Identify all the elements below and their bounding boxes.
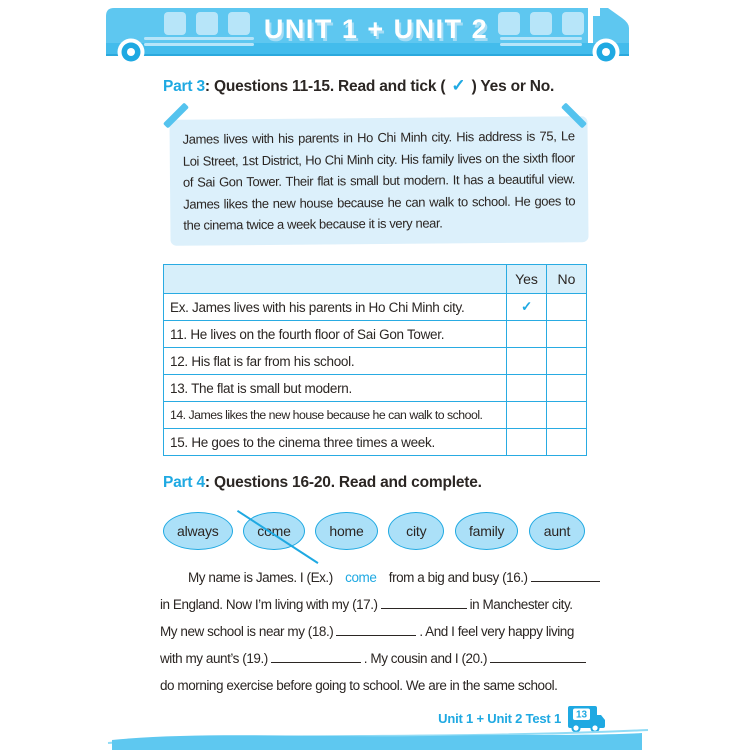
yes-cell — [507, 375, 547, 402]
no-cell — [547, 402, 587, 429]
question-text: 14. James likes the new house because he can walk to school. — [164, 402, 507, 429]
part3-instruction-pre: : Questions 11-15. Read and tick ( — [204, 78, 450, 95]
word-label: family — [468, 523, 505, 539]
word-label: aunt — [543, 523, 571, 539]
yes-cell — [507, 321, 547, 348]
word-bank — [163, 512, 585, 550]
no-cell — [547, 294, 587, 321]
table-row — [164, 321, 587, 348]
no-cell — [547, 321, 587, 348]
yes-cell — [507, 348, 547, 375]
question-column-header — [164, 265, 507, 294]
paragraph-text: . And I feel very happy living — [419, 624, 574, 639]
strike-line — [237, 510, 319, 564]
paragraph-text: with my aunt’s (19.) — [160, 651, 268, 666]
word-oval — [315, 512, 377, 550]
paragraph-text: . My cousin and I (20.) — [363, 651, 488, 666]
unit-title: UNIT 1 + UNIT 2 — [263, 13, 489, 44]
word-oval — [455, 512, 518, 550]
question-text: 11. He lives on the fourth floor of Sai Gon Tower. — [164, 321, 507, 348]
passage-box — [169, 116, 588, 246]
word-label: always — [177, 523, 219, 539]
part3-instruction-post: ) Yes or No. — [467, 78, 555, 95]
blank-20 — [490, 649, 586, 663]
cloze-paragraph — [160, 564, 600, 699]
yes-cell: ✓ — [507, 294, 547, 321]
tick-icon: ✓ — [451, 76, 466, 95]
paragraph-text: do morning exercise before going to school. We are in the same school. — [160, 678, 558, 693]
table-header-row — [164, 265, 587, 294]
paragraph-line — [160, 564, 600, 591]
paragraph-text: in England. Now I’m living with my (17.) — [160, 597, 378, 612]
yes-cell — [507, 429, 547, 456]
paragraph-text: My name is James. I (Ex.) — [188, 570, 333, 585]
blank-16 — [531, 568, 600, 582]
table-row — [164, 294, 587, 321]
word-label: city — [406, 523, 427, 539]
word-label: come — [257, 523, 291, 539]
paragraph-line — [160, 645, 600, 672]
blank-18 — [336, 622, 416, 636]
part4-label: Part 4 — [163, 474, 205, 491]
paragraph-line — [160, 591, 600, 618]
no-cell — [547, 429, 587, 456]
paragraph-text: from a big and busy (16.) — [388, 570, 528, 585]
blank-17 — [381, 595, 467, 609]
question-text: 13. The flat is small but modern. — [164, 375, 507, 402]
paragraph-text: in Manchester city. — [469, 597, 573, 612]
no-column-header: No — [547, 265, 587, 294]
paragraph-text: My new school is near my (18.) — [160, 624, 334, 639]
paragraph-line — [160, 618, 600, 645]
blank-19 — [271, 649, 361, 663]
part3-heading — [163, 76, 613, 96]
word-oval — [529, 512, 585, 550]
word-label: home — [329, 523, 364, 539]
yes-no-table — [163, 264, 587, 456]
question-text: 12. His flat is far from his school. — [164, 348, 507, 375]
yes-column-header: Yes — [507, 265, 547, 294]
table-row — [164, 348, 587, 375]
part4-heading — [163, 474, 613, 492]
footer-label: Unit 1 + Unit 2 Test 1 — [438, 710, 561, 726]
word-oval — [388, 512, 444, 550]
paragraph-line — [160, 672, 600, 699]
part3-label: Part 3 — [163, 78, 205, 95]
word-oval — [163, 512, 233, 550]
page-number: 13 — [575, 709, 588, 721]
yes-cell — [507, 402, 547, 429]
bottom-wave-graphic — [0, 702, 750, 750]
question-text: Ex. James lives with his parents in Ho Chi Minh city. — [164, 294, 507, 321]
question-text: 15. He goes to the cinema three times a week. — [164, 429, 507, 456]
table-row — [164, 375, 587, 402]
table-row — [164, 402, 587, 429]
passage-text: James lives with his parents in Ho Chi Minh city. His address is 75, Le Loi Street, 1st District, Ho Chi Minh city. His family lives on the sixth floor of Sai Gon Tower. Their flat is small but modern. It has a beautiful view. James likes the new house because he can walk to school. He goes to the cinema twice a week because it is very near. — [182, 128, 576, 233]
table-row — [164, 429, 587, 456]
part4-instruction: : Questions 16-20. Read and complete. — [204, 474, 482, 491]
no-cell — [547, 348, 587, 375]
ex-answer: come — [336, 564, 386, 591]
no-cell — [547, 375, 587, 402]
word-oval-crossed — [243, 512, 304, 550]
